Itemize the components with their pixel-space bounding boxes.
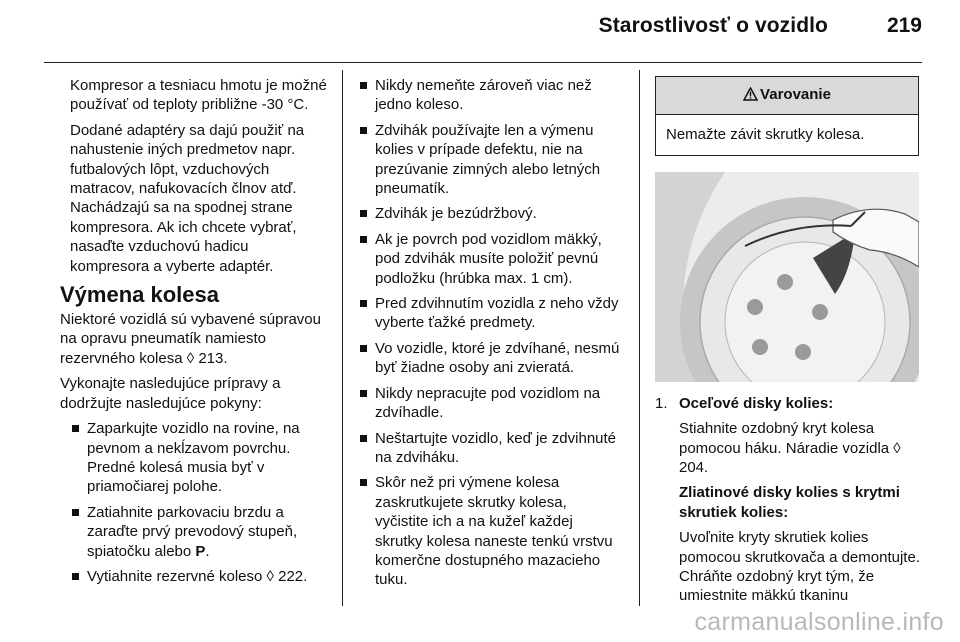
step-1 <box>655 394 923 612</box>
warning-text: Nemažte závit skrutky kolesa. <box>666 126 865 144</box>
page-number: 219 <box>886 14 922 37</box>
warning-title: Varovanie <box>760 86 831 103</box>
column-divider-right <box>639 70 640 606</box>
step-heading: Oceľové disky kolies: <box>679 394 834 412</box>
list-item: Zdvihák používajte len a výmenu kolies v prípade defektu, nie na prezúvanie zimných alebo letných pneumatík. <box>358 121 623 199</box>
step-subtext: Uvoľnite kryty skrutiek kolies pomocou skrutkovača a demontujte. Chráňte ozdobný kryt tým, že umiestnite mäkkú tkaninu <box>679 529 920 605</box>
step-number: 1. <box>655 394 668 412</box>
step-content <box>679 394 923 612</box>
column-1 <box>60 76 330 592</box>
gear-letter: P <box>195 542 206 560</box>
list-item: Skôr než pri výmene kolesa zaskrutkujete skrutky kolesa, vyčistite ich a na kužeľ každej skrutky kolesa naneste tenkú vrstvu komerčne dostupného mazacieho tuku. <box>358 473 623 589</box>
watermark: carmanualsonline.info <box>694 608 944 636</box>
section-title: Výmena kolesa <box>60 282 219 308</box>
step-subheading: Zliatinové disky kolies s krytmi skrutiek kolies: <box>679 484 900 521</box>
list-item <box>70 503 330 561</box>
list-item-text: Zatiahnite parkovaciu brzdu a zaraďte prvý prevodový stupeň, spiatočku alebo <box>87 503 298 560</box>
gear-suffix: . <box>205 542 210 560</box>
section-paragraph-2: Vykonajte nasledujúce prípravy a dodržujte nasledujúce pokyny: <box>60 375 281 412</box>
list-item: Nikdy nepracujte pod vozidlom na zdvíhadle. <box>358 384 623 423</box>
column-divider-left <box>342 70 343 606</box>
list-item: Ak je povrch pod vozidlom mäkký, pod zdvihák musíte položiť pevnú podložku (hrúbka max. 1 cm). <box>358 230 623 288</box>
list-item: Vytiahnite rezervné koleso ◊ 222. <box>70 567 330 586</box>
column-2 <box>358 76 623 596</box>
list-item: Neštartujte vozidlo, keď je zdvihnuté na zdviháku. <box>358 429 623 468</box>
column-3 <box>655 76 923 612</box>
preparation-list <box>70 419 330 586</box>
intro-paragraph-1: Kompresor a tesniacu hmotu je možné používať od teploty približne -30 °C. <box>70 77 327 114</box>
list-item: Nikdy nemeňte zároveň viac než jedno koleso. <box>358 76 623 115</box>
warning-triangle-icon <box>743 87 758 106</box>
list-item: Pred zdvihnutím vozidla z neho vždy vyberte ťažké predmety. <box>358 294 623 333</box>
header-rule <box>44 62 922 63</box>
list-item: Zdvihák je bezúdržbový. <box>358 204 623 223</box>
section-paragraph-1: Niektoré vozidlá sú vybavené súpravou na opravu pneumatík namiesto rezervného kolesa ◊ 213. <box>60 311 321 367</box>
page-header-title: Starostlivosť o vozidlo <box>598 14 828 37</box>
step-text: Stiahnite ozdobný kryt kolesa pomocou háku. Náradie vozidla ◊ 204. <box>679 420 901 477</box>
list-item: Vo vozidle, ktoré je zdvíhané, nesmú byť žiadne osoby ani zvieratá. <box>358 339 623 378</box>
list-item: Zaparkujte vozidlo na rovine, na pevnom a nekĺzavom povrchu. Predné kolesá musia byť v priamočiarej polohe. <box>70 419 330 497</box>
wheel-cover-removal-illustration <box>655 172 919 382</box>
warning-header <box>656 77 918 115</box>
intro-paragraph-2: Dodané adaptéry sa dajú použiť na nahustenie iných predmetov napr. futbalových lôpt, vzduchových matracov, nafukovacích člnov atď. Nachádzajú sa na spodnej strane kompresora. Ak ich chcete vybrať, nasaďte vzduchovú hadicu kompresora a vyberte adaptér. <box>70 121 305 275</box>
safety-list <box>358 76 623 590</box>
warning-box <box>655 76 919 156</box>
